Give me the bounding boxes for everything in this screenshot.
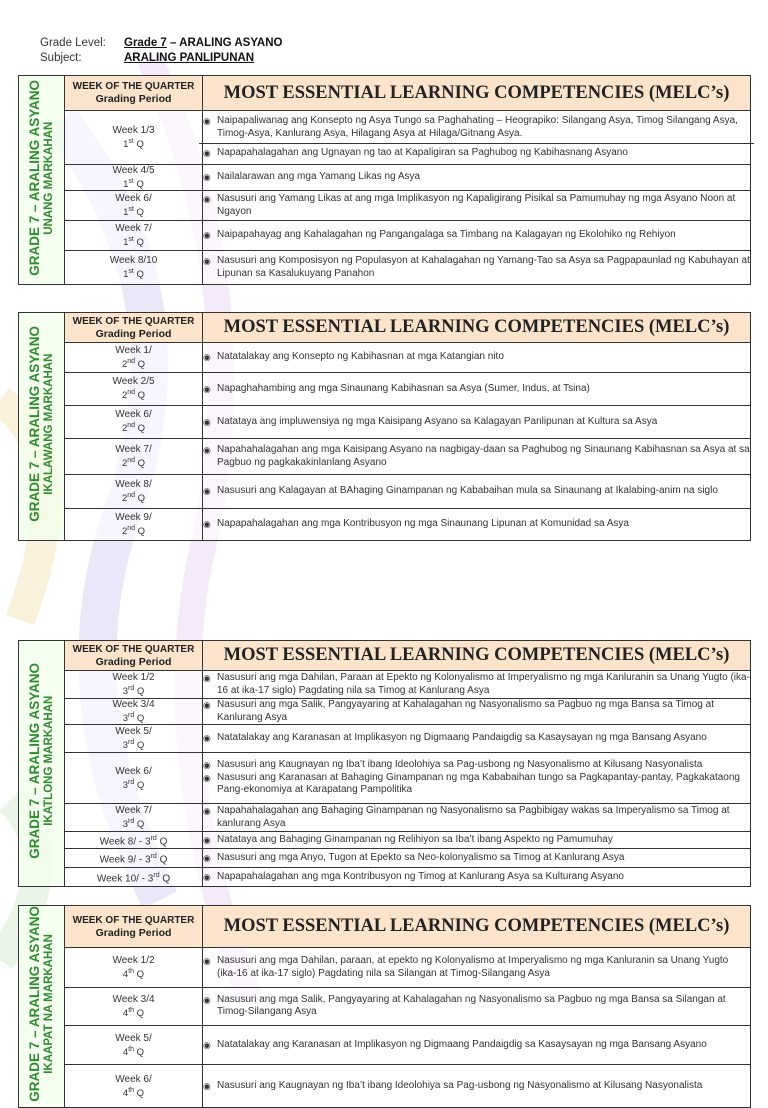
week-label: Week 8/10 [109,255,158,267]
quarter-side-label [19,641,65,887]
radio-bullet-icon: ◉ [203,673,211,683]
week-header-subtitle: Grading Period [95,327,172,340]
week-cell [65,753,203,804]
week-header-subtitle: Grading Period [95,926,172,939]
competency-item [203,699,750,724]
document-header [40,36,283,66]
competency-cell [203,753,751,804]
competency-cell [203,111,751,165]
competency-text: Nasusuri ang mga Anyo, Tugon at Epekto sa Neo-kolonyalismo sa Timog at Kanlurang Asya [217,851,625,863]
competency-item [203,416,750,429]
week-cell [65,221,203,251]
grading-period-label: 4th Q [122,968,145,981]
radio-bullet-icon: ◉ [203,148,211,159]
week-label: Week 6/ [115,409,152,421]
competency-text: Natatalakay ang Karanasan at Implikasyon ng Digmaang Pandaigdig sa Kasaysayan ng mga Bansang Asyano [217,732,707,744]
side-subtitle: IKATLONG MARKAHAN [42,696,55,827]
competency-cell [203,191,751,221]
competency-item [203,955,750,980]
week-header-title: WEEK OF THE QUARTER [72,81,195,92]
competency-text: Natatalakay ang Konsepto ng Kabihasnan at mga Katangian nito [217,351,504,363]
competency-text: Napahahalagahan ang Bahaging Ginampanan ng Nasyonalismo sa Pagbibigay wakas sa Imperyalismo sa Timog at kanlurang Asya [217,805,730,829]
radio-bullet-icon: ◉ [203,760,211,771]
competency-text: Napapahalagahan ang mga Kontribusyon ng Timog at Kanlurang Asya sa Kulturang Asyano [217,870,624,882]
grading-period-label: 4th Q [122,1045,145,1058]
competency-cell [203,671,751,699]
week-cell [65,804,203,832]
melc-column-header: MOST ESSENTIAL LEARNING COMPETENCIES (MELC’s) [203,641,751,671]
radio-bullet-icon: ◉ [203,772,211,783]
table-row [19,832,751,849]
radio-bullet-icon: ◉ [203,486,211,497]
radio-bullet-icon: ◉ [203,519,211,530]
week-header-subtitle: Grading Period [95,655,172,668]
week-label: Week 8/ - 3rd Q [99,834,168,848]
side-title [27,906,57,1102]
radio-bullet-icon: ◉ [203,116,211,127]
week-cell [65,406,203,439]
week-cell [65,373,203,406]
week-label: Week 3/4 [112,699,155,710]
quarter-side-label [19,76,65,285]
side-title-text: GRADE 7 – ARALING ASYANO [26,663,42,859]
week-cell [65,868,203,887]
competency-text: Natatalakay ang Karanasan at Implikasyon ng Digmaang Pandaigdig sa Kasaysayan ng mga Bansang Asyano [217,1038,707,1050]
competency-item [203,444,750,469]
table-row [19,725,751,753]
radio-bullet-icon: ◉ [203,1080,211,1091]
competency-text: Nasusuri ang mga Dahilan, Paraan at Epekto ng Kolonyalismo at Imperyalismo ng mga Kanluranin sa Unang Yugto (ika-16 at ika-17 siglo) Pagdating nila sa Timog at Kanlurang Asya [217,672,750,696]
table-row [19,1025,751,1065]
table-row [19,868,751,887]
grading-period-label: 2nd Q [121,456,146,470]
table-row [19,804,751,832]
week-cell [65,832,203,849]
competency-item [203,115,750,140]
week-label: Week 1/2 [112,671,155,683]
week-cell [65,1025,203,1065]
competency-text: Naipapaliwanag ang Konsepto ng Asya Tungo sa Paghahating – Heograpiko: Silangang Asya, Timog Silangang Asya, Timog-Asya, Kanlurang Asya, Hilagang Asya at Hilaga/Gitnang Asya. [217,115,738,139]
radio-bullet-icon: ◉ [203,383,211,394]
grading-period-label: 3rd Q [122,712,145,725]
radio-bullet-icon: ◉ [203,230,211,241]
competency-text: Nasusuri ang Karanasan at Bahaging Ginampanan ng mga Kababaihan tungo sa Pagkapantay-pantay, Pagkakataong Pang-ekonomiya at Karapatang Pampolitika [217,771,740,796]
competency-text: Nasusuri ang Komposisyon ng Populasyon at Kahalagahan ng Yamang-Tao sa Asya sa Pagpapaunlad ng Kabuhayan at Lipunan sa Kasalukuyang Panahon [217,255,750,279]
week-header-title: WEEK OF THE QUARTER [72,914,195,926]
competency-text: Napapahalagahan ang Ugnayan ng tao at Kapaligiran sa Paghubog ng Kabihasnang Asyano [217,147,628,159]
table-row [19,1065,751,1107]
quarter-table-2 [18,312,751,541]
quarter-table-3 [18,640,751,887]
grade-level-value [124,36,283,51]
week-cell [65,849,203,868]
radio-bullet-icon: ◉ [203,956,211,967]
competency-item [203,852,750,865]
radio-bullet-icon: ◉ [203,700,211,711]
competency-item [203,229,750,242]
melc-column-header: MOST ESSENTIAL LEARNING COMPETENCIES (MELC’s) [203,76,751,111]
week-label: Week 6/ [115,1073,152,1085]
week-label: Week 1/ [115,344,152,356]
radio-bullet-icon: ◉ [203,194,211,205]
competency-item [203,1080,750,1093]
table-row [19,699,751,725]
week-cell [65,439,203,475]
side-title [27,80,57,276]
competency-text: Napaghahambing ang mga Sinaunang Kabihasnan sa Asya (Sumer, Indus, at Tsina) [217,382,590,394]
week-label: Week 1/2 [112,955,155,966]
week-label: Week 5/ [115,726,152,738]
quarter-table-4 [18,905,751,1108]
competency-cell [203,868,751,887]
competency-item [203,351,750,364]
table-row [19,406,751,439]
competency-text: Nasusuri ang Kaugnayan ng Iba’t ibang Ideolohiya sa Pag-usbong ng Nasyonalismo at Kilusang Nasyonalista [217,1079,703,1091]
competency-cell [203,165,751,191]
grading-period-label: 1st Q [123,268,144,281]
competency-text: Nasusuri ang mga Salik, Pangyayaring at Kahalagahan ng Nasyonalismo sa Pagbuo ng mga Bansa sa Timog at Kanlurang Asya [217,699,714,723]
grading-period-label: 3rd Q [122,684,145,698]
competency-text: Napahahalagahan ang mga Kaisipang Asyano na nagbigay-daan sa Paghubog ng Sinaunang Kabihasnan sa Asya at sa Pagbuo ng pagkakakinlanlang Asyano [217,444,750,468]
competency-text: Natataya ang Bahaging Ginampanan ng Relihiyon sa Iba’t ibang Aspekto ng Pamumuhay [217,833,613,845]
table-row [19,509,751,541]
week-cell [65,699,203,725]
competency-item [203,171,750,184]
week-cell [65,343,203,373]
week-cell [65,725,203,753]
week-cell [65,191,203,221]
side-subtitle: IKALAWANG MARKAHAN [42,353,55,495]
week-label: Week 8/ [115,478,152,490]
week-header-title: WEEK OF THE QUARTER [72,315,195,327]
radio-bullet-icon: ◉ [203,994,211,1005]
radio-bullet-icon: ◉ [203,834,211,845]
week-label: Week 5/ [115,1032,152,1044]
week-label: Week 2/5 [112,376,155,388]
week-label: Week 7/ [115,443,152,455]
competency-item [203,193,750,218]
week-label: Week 6/ [115,193,152,205]
radio-bullet-icon: ◉ [203,852,211,863]
side-title [27,326,57,522]
week-column-header [65,906,203,948]
grade-level-rest: – ARALING ASYANO [166,37,283,49]
competency-item [203,672,750,697]
side-subtitle: UNANG MARKAHAN [42,121,55,235]
week-cell [65,111,203,165]
week-cell [65,671,203,699]
subject-label: Subject: [40,52,82,64]
table-row [19,849,751,868]
week-cell [65,165,203,191]
radio-bullet-icon: ◉ [203,416,211,427]
table-row [19,475,751,509]
competency-cell [203,509,751,541]
table-row [19,987,751,1025]
competency-item [203,1039,750,1052]
table-row [19,221,751,251]
competency-item [203,518,750,531]
competency-cell [203,406,751,439]
competency-cell [203,1025,751,1065]
melc-column-header: MOST ESSENTIAL LEARNING COMPETENCIES (MELC’s) [203,313,751,343]
quarter-table-1 [18,75,751,285]
competency-cell [203,439,751,475]
side-title-text: GRADE 7 – ARALING ASYANO [26,79,42,276]
week-label: Week 7/ [115,223,152,235]
grading-period-label: 2nd Q [121,389,146,402]
radio-bullet-icon: ◉ [203,172,211,183]
week-label: Week 6/ [115,765,152,777]
radio-bullet-icon: ◉ [203,1039,211,1050]
competency-item [203,383,750,396]
week-cell [65,475,203,509]
week-header-subtitle: Grading Period [95,93,172,105]
radio-bullet-icon: ◉ [203,445,211,455]
table-row [19,671,751,699]
grading-period-label: 3rd Q [122,818,145,831]
week-label: Week 9/ [115,511,152,523]
grading-period-label: 3rd Q [122,739,145,752]
competency-cell [203,832,751,849]
competency-text: Nasusuri ang Yamang Likas at ang mga Implikasyon ng Kapaligirang Pisikal sa Pamumuhay ng mga Asyano Noon at Ngayon [217,193,736,217]
competency-item [203,732,750,745]
week-label: Week 9/ - 3rd Q [99,852,168,866]
side-title [27,663,57,859]
competency-cell [203,849,751,868]
table-row [19,251,751,285]
side-title-text: GRADE 7 – ARALING ASYANO [26,906,42,1102]
radio-bullet-icon: ◉ [203,871,211,882]
quarter-side-label [19,313,65,541]
week-cell [65,509,203,541]
competency-item [203,994,750,1019]
subject-value: ARALING PANLIPUNAN [124,52,255,64]
competency-cell [203,699,751,725]
competency-text: Napapahalagahan ang mga Kontribusyon ng mga Sinaunang Lipunan at Komunidad sa Asya [217,518,629,530]
grade-level-label: Grade Level: [40,37,106,49]
competency-text: Nailalarawan ang mga Yamang Likas ng Asya [217,171,421,183]
competency-item [199,143,754,160]
grading-period-label: 2nd Q [121,491,146,505]
week-cell [65,987,203,1025]
grading-period-label: 2nd Q [121,524,146,538]
competency-cell [203,373,751,406]
week-cell [65,948,203,988]
competency-item [203,871,750,884]
week-header-title: WEEK OF THE QUARTER [72,643,195,655]
week-label: Week 3/4 [112,993,155,1005]
competency-cell [203,725,751,753]
competency-cell [203,804,751,832]
week-label: Week 10/ - 3rd Q [96,871,171,885]
week-cell [65,1065,203,1107]
side-title-text: GRADE 7 – ARALING ASYANO [26,326,42,522]
competency-item [203,834,750,847]
competency-cell [203,221,751,251]
radio-bullet-icon: ◉ [203,806,211,817]
table-row [19,191,751,221]
grading-period-label: 2nd Q [121,422,146,435]
table-row [19,753,751,804]
competency-item [203,759,750,772]
grading-period-label: 4th Q [122,1006,145,1019]
competency-item [203,772,750,797]
competency-text: Nasusuri ang mga Salik, Pangyayaring at Kahalagahan ng Nasyonalismo sa Pagbuo ng mga Bansa sa Silangan at Timog-Silangang Asya [217,993,726,1018]
table-row [19,111,751,165]
week-column-header [65,641,203,671]
competency-cell [203,343,751,373]
table-row [19,165,751,191]
competency-text: Natataya ang impluwensiya ng mga Kaisipang Asyano sa Kalagayan Panlipunan at Kultura sa Asya [217,415,658,427]
competency-cell [203,1065,751,1107]
week-column-header [65,76,203,111]
competency-cell [203,987,751,1025]
table-row [19,439,751,475]
radio-bullet-icon: ◉ [203,256,211,267]
grading-period-label: 1st Q [123,137,144,151]
radio-bullet-icon: ◉ [203,352,211,363]
quarter-side-label [19,906,65,1108]
grading-period-label: 2nd Q [121,357,146,371]
table-row [19,948,751,988]
competency-text: Nasusuri ang Kalagayan at BAhaging Ginampanan ng Kababaihan mula sa Sinaunang at Ikalabing-anim na siglo [217,485,718,497]
side-subtitle: IKAAPAT NA MARKAHAN [42,934,55,1074]
competency-text: Nasusuri ang mga Dahilan, paraan, at epekto ng Kolonyalismo at Imperyalismo ng mga Kanluranin sa Unang Yugto (ika-16 at ika-17 siglo) Pagdating nila sa Silangan at Timog-Silangang Asya [217,955,729,979]
competency-item [203,485,750,498]
competency-text: Naipapahayag ang Kahalagahan ng Pangangalaga sa Timbang na Kalagayan ng Ekolohiko ng Rehiyon [217,229,676,241]
week-cell [65,251,203,285]
competency-cell [203,948,751,988]
competency-cell [203,251,751,285]
melc-column-header: MOST ESSENTIAL LEARNING COMPETENCIES (MELC’s) [203,906,751,948]
grading-period-label: 1st Q [123,236,144,249]
week-label: Week 7/ [115,805,152,817]
competency-item [203,805,750,830]
grade-level-underlined: Grade 7 [124,37,167,49]
competency-cell [203,475,751,509]
week-label: Week 1/3 [112,124,155,136]
competency-text: Nasusuri ang Kaugnayan ng Iba’t ibang Ideolohiya sa Pag-usbong ng Nasyonalismo at Kilusang Nasyonalista [217,759,703,771]
week-column-header [65,313,203,343]
table-row [19,373,751,406]
radio-bullet-icon: ◉ [203,733,211,744]
grading-period-label: 1st Q [123,178,144,191]
grading-period-label: 3rd Q [122,778,145,791]
competency-item [203,255,750,280]
grading-period-label: 4th Q [122,1086,145,1099]
week-label: Week 4/5 [112,165,155,176]
grading-period-label: 1st Q [123,206,144,219]
table-row [19,343,751,373]
